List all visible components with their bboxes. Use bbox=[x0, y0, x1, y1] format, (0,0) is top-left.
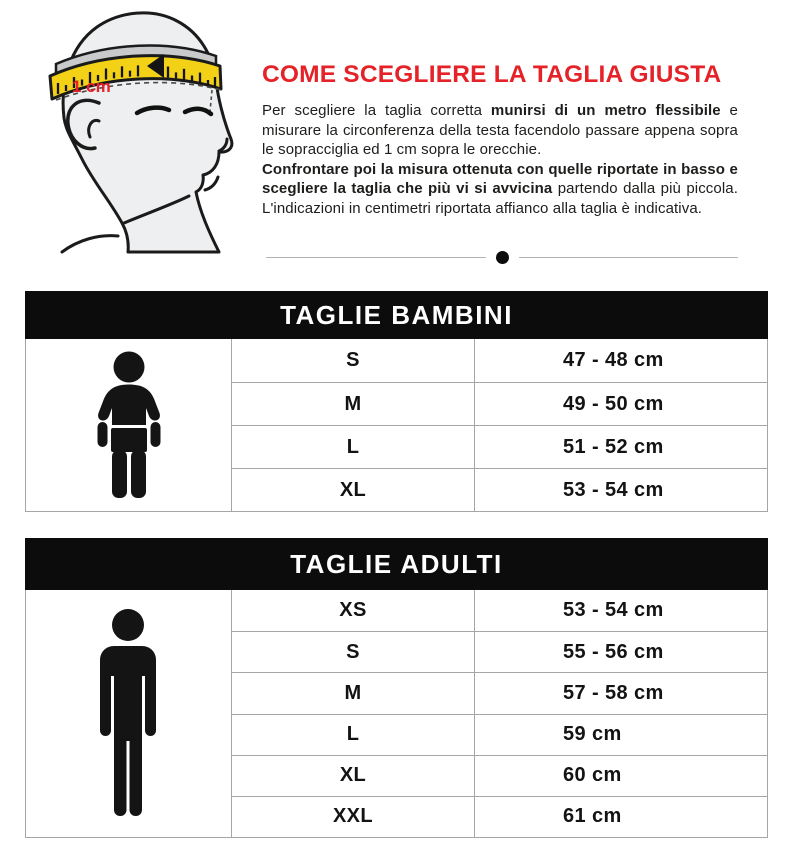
intro-paragraph-2 bbox=[262, 160, 738, 219]
intro-p2-text: partendo dalla più piccola. L'indicazioni in centimetri riportata affianco alla taglia è indicativa. bbox=[262, 180, 738, 217]
size-cell: XS bbox=[339, 599, 367, 622]
intro-p1-text-2: e misurare la circonferenza della testa facendolo passare appena sopra le sopracciglia ed 1 cm sopra le orecchie. bbox=[262, 102, 738, 158]
head-with-measuring-tape-illustration bbox=[6, 0, 248, 254]
bambini-header-label: TAGLIE BAMBINI bbox=[280, 299, 513, 330]
value-cell: 59 cm bbox=[474, 714, 767, 755]
intro-p1-text: Per scegliere la taglia corretta bbox=[262, 102, 491, 119]
value-cell: 55 - 56 cm bbox=[474, 631, 767, 672]
value-cell: 57 - 58 cm bbox=[474, 672, 767, 713]
intro-section bbox=[262, 60, 738, 218]
adulti-header-bar bbox=[25, 538, 768, 590]
value-cell: 53 - 54 cm bbox=[474, 468, 767, 511]
bambini-header-bar bbox=[25, 291, 768, 339]
size-cell: XL bbox=[232, 755, 474, 796]
page-title: COME SCEGLIERE LA TAGLIA GIUSTA bbox=[262, 61, 722, 88]
size-cell: L bbox=[232, 714, 474, 755]
value-cell: 60 cm bbox=[474, 755, 767, 796]
intro-p1-bold: munirsi di un metro flessibile bbox=[490, 102, 721, 119]
size-cell: XXL bbox=[232, 796, 474, 837]
size-cell: L bbox=[232, 425, 474, 468]
divider-line-left bbox=[266, 257, 486, 258]
intro-paragraph-1 bbox=[262, 101, 738, 160]
size-cell: M bbox=[232, 672, 474, 713]
value-cell: 51 - 52 cm bbox=[474, 425, 767, 468]
adulti-size-table bbox=[25, 590, 768, 838]
child-icon-cell bbox=[26, 339, 232, 511]
adulti-header-label: TAGLIE ADULTI bbox=[290, 548, 503, 579]
value-cell: 47 - 48 cm bbox=[474, 339, 767, 382]
section-divider bbox=[266, 249, 738, 265]
intro-p2-bold: Confrontare poi la misura ottenuta con quelle riportate in basso e scegliere la taglia che più vi si avvicina bbox=[262, 160, 738, 197]
value-cell: 49 - 50 cm bbox=[474, 382, 767, 425]
one-cm-label: 1 cm bbox=[72, 77, 111, 96]
size-cell: M bbox=[232, 382, 474, 425]
adult-silhouette-icon bbox=[87, 608, 171, 820]
bambini-size-table bbox=[25, 339, 768, 512]
value-cell: 61 cm bbox=[474, 796, 767, 837]
child-silhouette-icon bbox=[91, 351, 167, 499]
head-measurement-illustration bbox=[6, 0, 248, 254]
value-cell: 53 - 54 cm bbox=[474, 590, 767, 631]
size-cell: S bbox=[232, 631, 474, 672]
divider-dot bbox=[496, 251, 509, 264]
divider-line-right bbox=[519, 257, 739, 258]
size-cell: XL bbox=[232, 468, 474, 511]
adult-icon-cell bbox=[26, 590, 232, 837]
size-cell: S bbox=[346, 349, 360, 371]
